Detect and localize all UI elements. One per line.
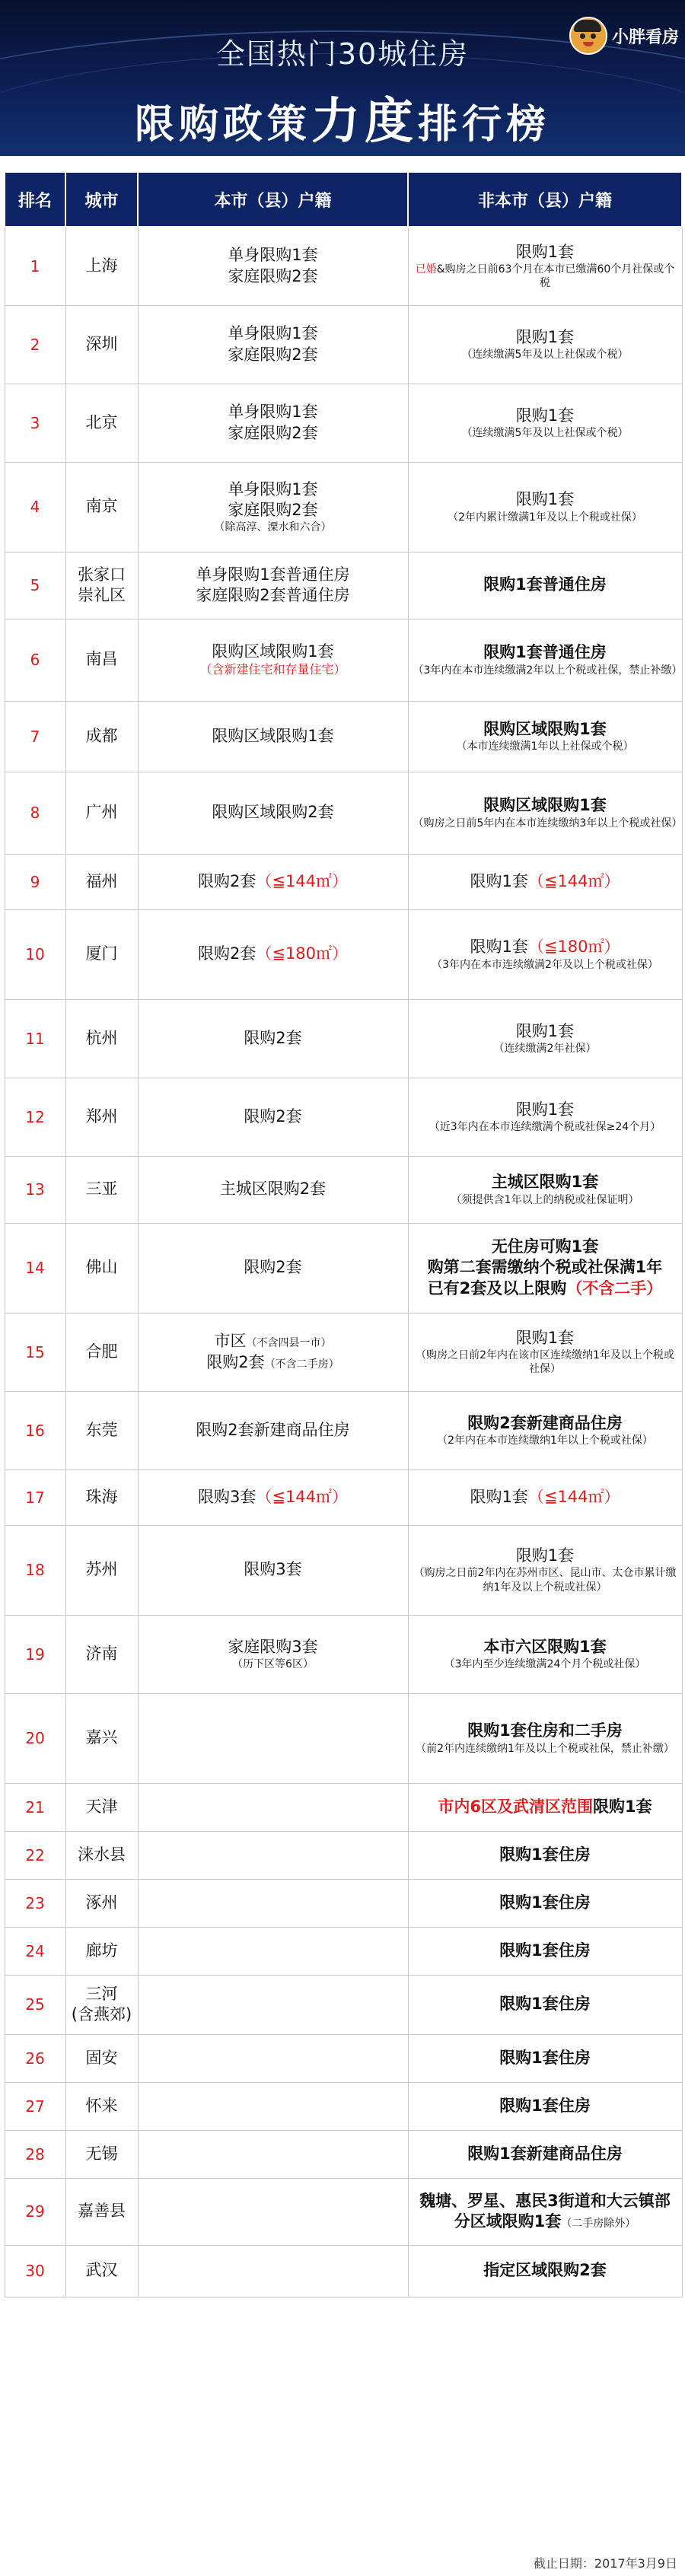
city-cell: 怀来 [65,2082,138,2130]
nonlocal-cell [408,1223,682,1313]
rank-cell: 24 [5,1927,65,1975]
avatar-icon [569,17,607,55]
logo [569,17,679,55]
rank-cell: 2 [5,305,65,384]
rank-cell: 12 [5,1078,65,1156]
rank-cell: 25 [5,1975,65,2034]
city-cell: 上海 [65,227,138,305]
col-header-city: 城市 [65,172,138,227]
local-cell [138,552,408,619]
nonlocal-text: 限购1套 [470,871,528,890]
rank-cell: 14 [5,1223,65,1313]
local-text: 单身限购1套普通住房 家庭限购2套普通住房 [196,565,350,604]
local-text: 限购区域限购1套 [212,642,334,661]
title-part-c: 排行榜 [418,102,551,148]
title-line-2 [0,82,685,152]
nonlocal-text: 限购1套 [515,242,575,261]
city-cell: 佛山 [65,1223,138,1313]
table-row [5,909,682,999]
nonlocal-cell [408,2245,682,2297]
col-header-local: 本市（县）户籍 [138,172,408,227]
local-text: 家庭限购3套 [228,1637,318,1656]
local-cell [138,462,408,552]
local-text: 单身限购1套 家庭限购2套 [228,324,318,364]
local-cell [138,2034,408,2082]
nonlocal-text: 限购1套普通住房 [483,575,607,594]
local-cell [138,999,408,1078]
nonlocal-cell [408,999,682,1078]
local-highlight: （≦144㎡） [256,1487,349,1506]
title-line-1: 全国热门30城住房 [215,37,470,71]
nonlocal-text: 限购1套住房 [499,1845,591,1864]
rank-cell: 21 [5,1783,65,1831]
local-cell [138,2130,408,2178]
table-row [5,1879,682,1927]
nonlocal-cell [408,462,682,552]
table-row [5,1391,682,1469]
nonlocal-cell [408,2130,682,2178]
rank-cell: 5 [5,552,65,619]
city-cell: 厦门 [65,909,138,999]
nonlocal-cell [408,384,682,462]
local-cell [138,1469,408,1525]
local-highlight: （含新建住宅和存量住宅） [199,662,346,677]
nonlocal-cell [408,619,682,701]
nonlocal-text: 限购1套住房 [499,1941,591,1960]
nonlocal-text: 限购1套 [515,406,575,425]
local-cell [138,909,408,999]
table-row [5,384,682,462]
rank-cell: 18 [5,1525,65,1615]
local-text: 单身限购1套 家庭限购2套 [228,403,318,442]
nonlocal-cell [408,2082,682,2130]
col-header-rank: 排名 [5,172,65,227]
city-cell: 固安 [65,2034,138,2082]
local-cell [138,772,408,854]
nonlocal-cell [408,1831,682,1879]
local-text: 限购3套 [244,1560,302,1579]
city-cell: 涞水县 [65,1831,138,1879]
nonlocal-text: 指定区域限购2套 [483,2261,607,2280]
table-row [5,552,682,619]
rank-cell: 26 [5,2034,65,2082]
nonlocal-highlight: （≦144㎡） [527,871,620,890]
nonlocal-cell [408,1615,682,1693]
local-cell [138,384,408,462]
local-note: （除高淳、溧水和六合） [214,521,332,534]
nonlocal-text: 限购1套 [515,1021,575,1040]
city-cell: 嘉兴 [65,1693,138,1783]
nonlocal-text: 限购区域限购1套 [483,796,607,815]
nonlocal-text: 限购1套住房 [499,1893,591,1912]
nonlocal-text: 限购1套 [515,1328,575,1347]
nonlocal-text: 魏塘、罗星、惠民3街道和大云镇部分区域限购1套 [419,2191,671,2231]
nonlocal-cell [408,1469,682,1525]
nonlocal-note: （2年内在本市连续缴纳1年以上个税或社保） [437,1434,653,1447]
nonlocal-cell [408,227,682,305]
city-cell: 三河 (含燕郊) [65,1975,138,2034]
table-row [5,1525,682,1615]
local-cell [138,2082,408,2130]
table-header-row [5,172,682,227]
header-banner [0,0,685,156]
col-header-nonlocal: 非本市（县）户籍 [408,172,682,227]
city-cell: 珠海 [65,1469,138,1525]
local-cell [138,1078,408,1156]
nonlocal-highlight: 已婚 [415,263,437,276]
local-text: 单身限购1套 家庭限购2套 [228,479,318,519]
nonlocal-note: （连续缴满5年及以上社保或个税） [461,349,629,361]
table-row [5,1469,682,1525]
nonlocal-note: （购房之日前2年内在该市区连续缴纳1年及以上个税或社保） [416,1348,674,1376]
local-text: 主城区限购2套 [219,1180,327,1199]
nonlocal-cell [408,1879,682,1927]
local-cell [138,1223,408,1313]
nonlocal-cell [408,552,682,619]
city-cell: 嘉善县 [65,2178,138,2245]
nonlocal-note: （购房之日前2年内在苏州市区、昆山市、太仓市累计缴纳1年及以上个税或社保） [413,1567,677,1594]
local-text: 限购2套新建商品住房 [196,1420,350,1439]
city-cell: 天津 [65,1783,138,1831]
nonlocal-note: （3年内在本市连续缴满2年及以上个税或社保） [432,958,658,971]
city-cell: 涿州 [65,1879,138,1927]
table-row [5,1313,682,1391]
title-part-a: 限购政策 [134,102,311,148]
rank-cell: 23 [5,1879,65,1927]
local-text: 限购2套 [244,1107,302,1126]
local-cell [138,1879,408,1927]
rank-cell: 29 [5,2178,65,2245]
nonlocal-cell [408,2178,682,2245]
nonlocal-note: （2年内累计缴满1年及以上个税或社保） [448,511,642,524]
table-row [5,1783,682,1831]
nonlocal-note: （3年内在本市连续缴满2年以上个税或社保，禁止补缴） [413,664,683,677]
nonlocal-text: 限购区域限购1套 [483,719,607,738]
table-row [5,1693,682,1783]
title-part-b: 力度 [311,94,418,150]
rank-cell: 13 [5,1156,65,1223]
local-note: （历下区等6区） [232,1658,314,1671]
nonlocal-cell [408,1156,682,1223]
rank-cell: 9 [5,854,65,909]
rank-cell: 28 [5,2130,65,2178]
local-cell [138,1391,408,1469]
local-cell [138,1615,408,1693]
nonlocal-note: （3年内至少连续缴满24个月个税或社保） [444,1658,646,1671]
logo-text: 小胖看房 [611,27,679,47]
city-cell: 南京 [65,462,138,552]
nonlocal-text: 限购1套普通住房 [483,643,607,662]
table-row [5,701,682,772]
city-cell: 东莞 [65,1391,138,1469]
rank-cell: 11 [5,999,65,1078]
nonlocal-cell [408,1693,682,1783]
local-cell [138,1693,408,1783]
local-text: 市区 [214,1332,247,1351]
table-row [5,1223,682,1313]
local-cell [138,1975,408,2034]
nonlocal-note: （二手房除外） [561,2218,636,2230]
nonlocal-text: 限购1套住房 [499,2048,591,2067]
city-cell: 三亚 [65,1156,138,1223]
table-row [5,1156,682,1223]
city-cell: 广州 [65,772,138,854]
local-text: 限购2套 [244,1028,302,1047]
nonlocal-note: （购房之日前5年内在本市连续缴纳3年以上个税或社保） [413,817,683,829]
rank-cell: 4 [5,462,65,552]
nonlocal-cell [408,701,682,772]
city-cell: 无锡 [65,2130,138,2178]
table-row [5,2245,682,2297]
local-cell [138,305,408,384]
local-cell [138,854,408,909]
nonlocal-text: 限购1套 [593,1797,652,1816]
rank-cell: 15 [5,1313,65,1391]
rank-cell: 8 [5,772,65,854]
table-row [5,854,682,909]
table-row [5,1615,682,1693]
nonlocal-cell [408,1525,682,1615]
rank-cell: 19 [5,1615,65,1693]
nonlocal-text: 限购1套 [470,938,528,957]
local-text: 限购区域限购1套 [212,726,334,745]
nonlocal-text: 限购1套 [515,1100,575,1119]
local-text: 单身限购1套 家庭限购2套 [228,246,318,285]
table-row [5,2178,682,2245]
local-text-2: 限购2套 [206,1352,265,1371]
table-row [5,462,682,552]
city-cell: 北京 [65,384,138,462]
local-text: 限购2套 [197,871,256,890]
nonlocal-note: （须提供含1年以上的纳税或社保证明） [451,1193,639,1206]
city-cell: 廊坊 [65,1927,138,1975]
nonlocal-text: 限购1套住房 [499,2096,591,2115]
local-text: 限购3套 [197,1487,256,1506]
nonlocal-text: 主城区限购1套 [491,1173,599,1192]
table-row [5,1831,682,1879]
nonlocal-cell [408,1927,682,1975]
rank-cell: 22 [5,1831,65,1879]
local-cell [138,1313,408,1391]
nonlocal-highlight: 市内6区及武清区范围 [438,1797,593,1816]
rank-cell: 30 [5,2245,65,2297]
rank-cell: 7 [5,701,65,772]
city-cell: 郑州 [65,1078,138,1156]
local-cell [138,2178,408,2245]
nonlocal-text: 限购1套 [470,1487,528,1506]
table-row [5,2130,682,2178]
city-cell: 苏州 [65,1525,138,1615]
local-cell [138,1156,408,1223]
table-row [5,1975,682,2034]
nonlocal-cell [408,1391,682,1469]
nonlocal-note: （本市连续缴满1年以上社保或个税） [456,740,634,753]
city-cell: 济南 [65,1615,138,1693]
rank-cell: 20 [5,1693,65,1783]
nonlocal-text: 限购1套住房和二手房 [467,1721,623,1740]
nonlocal-text: 限购1套新建商品住房 [467,2144,623,2163]
table-row [5,999,682,1078]
nonlocal-cell [408,854,682,909]
nonlocal-cell [408,1313,682,1391]
table-row [5,772,682,854]
local-highlight: （≦144㎡） [256,871,349,890]
nonlocal-text: 无住房可购1套 购第二套需缴纳个税或社保满1年 已有2套及以上限购 [427,1237,663,1298]
local-cell [138,1831,408,1879]
policy-table [4,171,683,2297]
nonlocal-text: 限购2套新建商品住房 [467,1413,623,1432]
local-cell [138,619,408,701]
rank-cell: 1 [5,227,65,305]
table-row [5,2082,682,2130]
local-cell [138,701,408,772]
city-cell: 杭州 [65,999,138,1078]
rank-cell: 27 [5,2082,65,2130]
rank-cell: 3 [5,384,65,462]
nonlocal-cell [408,772,682,854]
city-cell: 南昌 [65,619,138,701]
table-row [5,619,682,701]
nonlocal-cell [408,2034,682,2082]
city-cell: 合肥 [65,1313,138,1391]
rank-cell: 6 [5,619,65,701]
table-row [5,1078,682,1156]
local-text: 限购2套 [197,944,256,963]
local-note-2: （不含二手房） [264,1358,339,1371]
nonlocal-note: （前2年内连续缴纳1年及以上个税或社保，禁止补缴） [416,1742,674,1755]
local-cell [138,1927,408,1975]
local-note: （不含四县一市） [246,1337,332,1350]
nonlocal-highlight: （不含二手） [566,1278,663,1298]
table-row [5,305,682,384]
nonlocal-text: 本市六区限购1套 [483,1637,607,1656]
nonlocal-cell [408,909,682,999]
nonlocal-text: 限购1套 [515,1546,575,1565]
city-cell: 张家口 崇礼区 [65,552,138,619]
nonlocal-cell [408,1975,682,2034]
nonlocal-text: 限购1套 [515,327,575,346]
local-text: 限购区域限购2套 [212,803,334,822]
nonlocal-highlight: （≦144㎡） [527,1487,620,1506]
rank-cell: 17 [5,1469,65,1525]
local-cell [138,227,408,305]
nonlocal-note: （连续缴满2年社保） [493,1043,597,1056]
table-row [5,227,682,305]
table-row [5,2034,682,2082]
nonlocal-note: （连续缴满5年及以上社保或个税） [461,427,629,440]
city-cell: 成都 [65,701,138,772]
nonlocal-highlight: （≦180㎡） [527,938,620,957]
table-row [5,1927,682,1975]
nonlocal-cell [408,305,682,384]
local-highlight: （≦180㎡） [256,944,349,963]
rank-cell: 16 [5,1391,65,1469]
city-cell: 福州 [65,854,138,909]
nonlocal-note: &购房之日前63个月在本市已缴满60个月社保或个税 [436,263,675,290]
local-text: 限购2套 [244,1258,302,1277]
nonlocal-cell [408,1078,682,1156]
nonlocal-note: （近3年内在本市连续缴满个税或社保≥24个月） [429,1121,661,1134]
local-cell [138,1783,408,1831]
nonlocal-text: 限购1套住房 [499,1995,591,2014]
rank-cell: 10 [5,909,65,999]
local-cell [138,1525,408,1615]
nonlocal-text: 限购1套 [515,490,575,509]
city-cell: 深圳 [65,305,138,384]
nonlocal-cell [408,1783,682,1831]
footer-date: 截止日期：2017年3月9日 [533,2556,677,2571]
local-cell [138,2245,408,2297]
city-cell: 武汉 [65,2245,138,2297]
